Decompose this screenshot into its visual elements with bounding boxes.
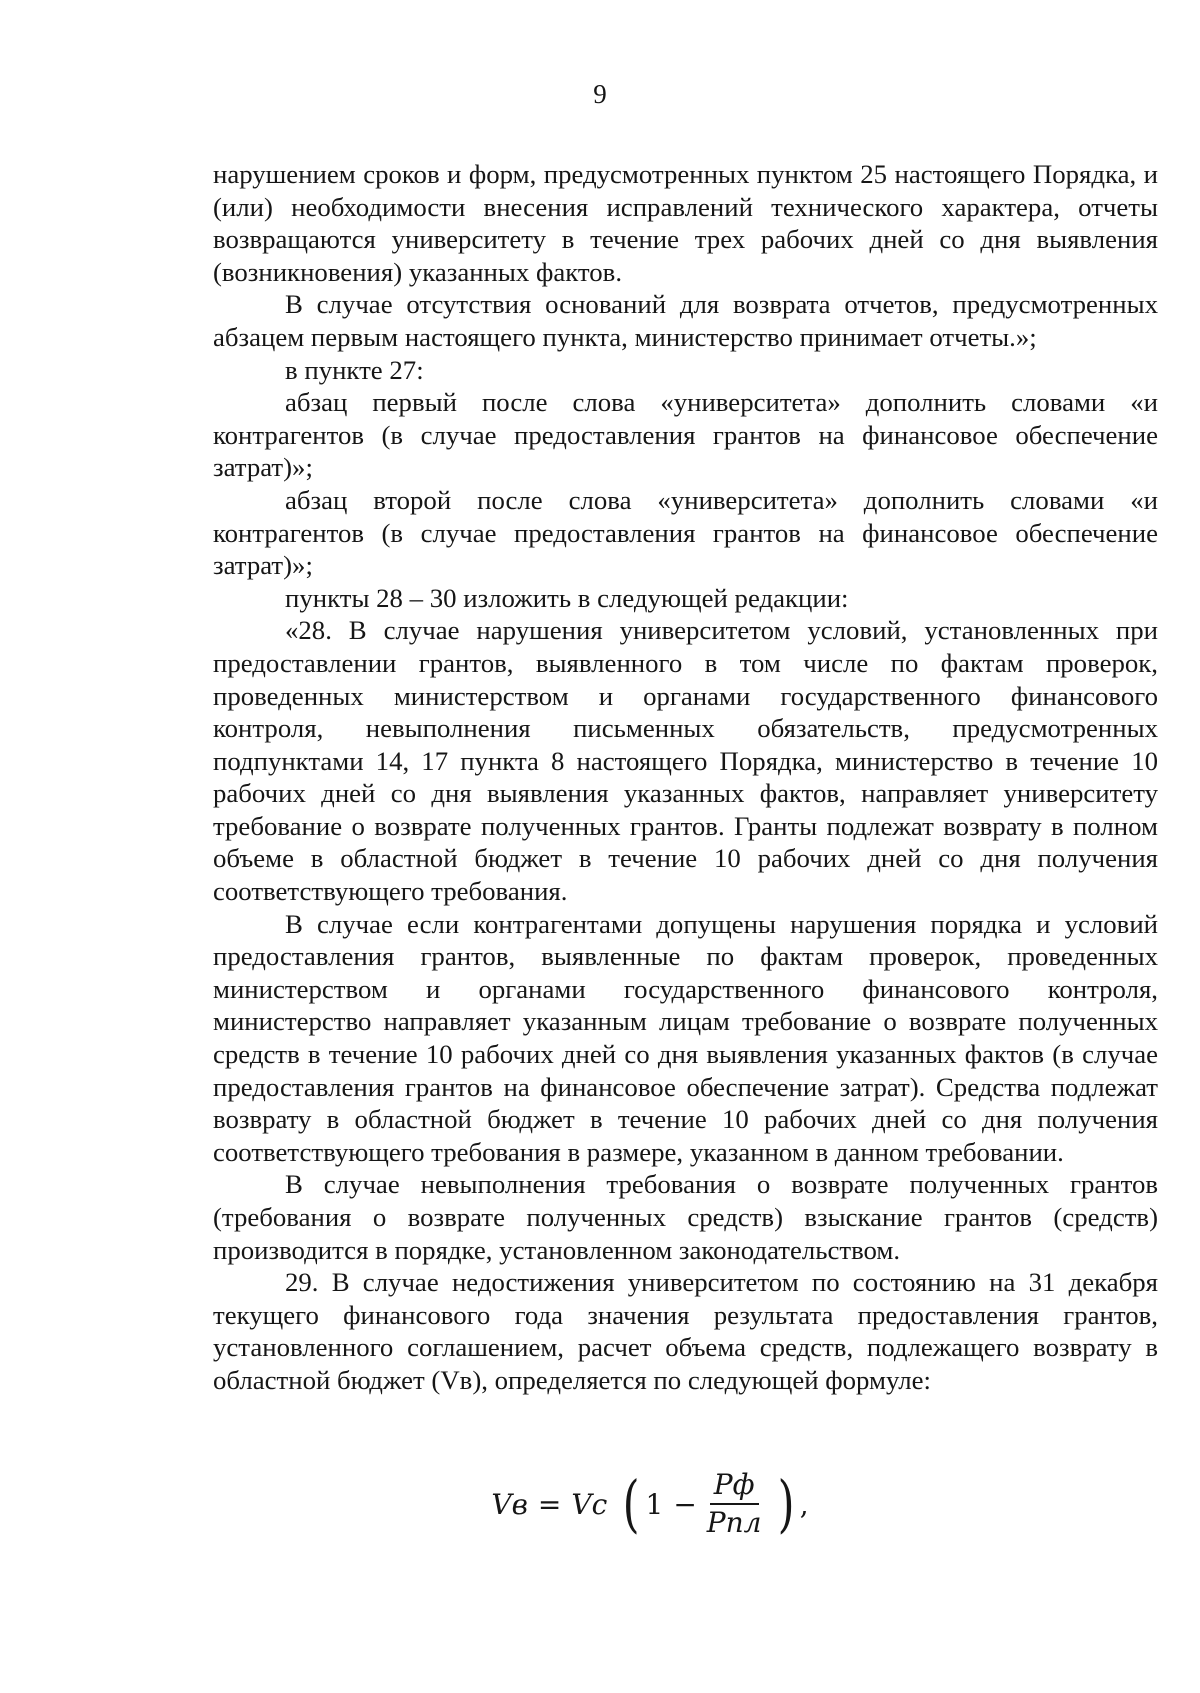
paragraph-7: «28. В случае нарушения университетом условий, установленных при предоставлении грантов, выявленного в том числе по фактам проверок, проведенных министерством и органами государственного финансового контроля, невыполнения письменных обязательств, предусмотренных подпунктами 14, 17 пункта 8 настоящего Порядка, министерство в течение 10 рабочих дней со дня выявления указанных фактов, направляет университету требование о возврате полученных грантов. Гранты подлежат возврату в полном объеме в областной бюджет в течение 10 рабочих дней со дня получения соответствующего требования.: [213, 615, 1158, 907]
page-number: 9: [593, 79, 607, 109]
paragraph-5: абзац второй после слова «университета» дополнить словами «и контрагентов (в случае предоставления грантов на финансовое обеспечение затрат)»;: [213, 484, 1158, 581]
paragraph-1: нарушением сроков и форм, предусмотренных пунктом 25 настоящего Порядка, и (или) необходимости внесения исправлений технического характера, отчеты возвращаются университету в течение трех рабочих дней со дня выявления (возникновения) указанных фактов.: [213, 159, 1158, 287]
paragraph-3: в пункте 27:: [285, 354, 424, 385]
formula-vc: Vc: [571, 1487, 608, 1521]
formula-trailing-comma: ,: [799, 1487, 809, 1521]
formula-right-paren: ): [777, 1467, 795, 1540]
document-body: [213, 158, 1158, 1397]
formula-lhs: Vв: [491, 1487, 528, 1521]
paragraph-9: В случае невыполнения требования о возврате полученных грантов (требования о возврате полученных средств) взыскание грантов (средств) производится в порядке, установленном законодательством.: [213, 1169, 1158, 1265]
paragraph-8: В случае если контрагентами допущены нарушения порядка и условий предоставления грантов, выявленные по фактам проверок, проведенных министерством и органами государственного финансового контроля, министерство направляет указанным лицам требование о возврате полученных средств в течение 10 рабочих дней со дня выявления указанных фактов (в случае предоставления грантов на финансовое обеспечение затрат). Средства подлежат возврату в областной бюджет в течение 10 рабочих дней со дня получения соответствующего требования в размере, указанном в данном требовании.: [213, 908, 1158, 1167]
formula-numerator: Рф: [710, 1470, 759, 1505]
paragraph-2: В случае отсутствия оснований для возврата отчетов, предусмотренных абзацем первым настоящего пункта, министерство принимает отчеты.»;: [213, 289, 1158, 352]
paragraph-6: пункты 28 – 30 изложить в следующей редакции:: [285, 582, 849, 613]
formula-equals: =: [537, 1487, 562, 1521]
paragraph-10: 29. В случае недостижения университетом по состоянию на 31 декабря текущего финансового года значения результата предоставления грантов, установленного соглашением, расчет объема средств, подлежащего возврату в областной бюджет (Vв), определяется по следующей формуле:: [213, 1267, 1158, 1395]
formula-denominator: Рпл: [706, 1506, 762, 1539]
formula-fraction: [703, 1470, 766, 1538]
formula-minus: −: [673, 1487, 697, 1521]
formula-left-paren: (: [622, 1467, 640, 1540]
formula: [0, 1467, 1200, 1540]
formula-one: 1: [645, 1487, 664, 1521]
paragraph-4: абзац первый после слова «университета» дополнить словами «и контрагентов (в случае предоставления грантов на финансовое обеспечение затрат)»;: [213, 387, 1158, 483]
